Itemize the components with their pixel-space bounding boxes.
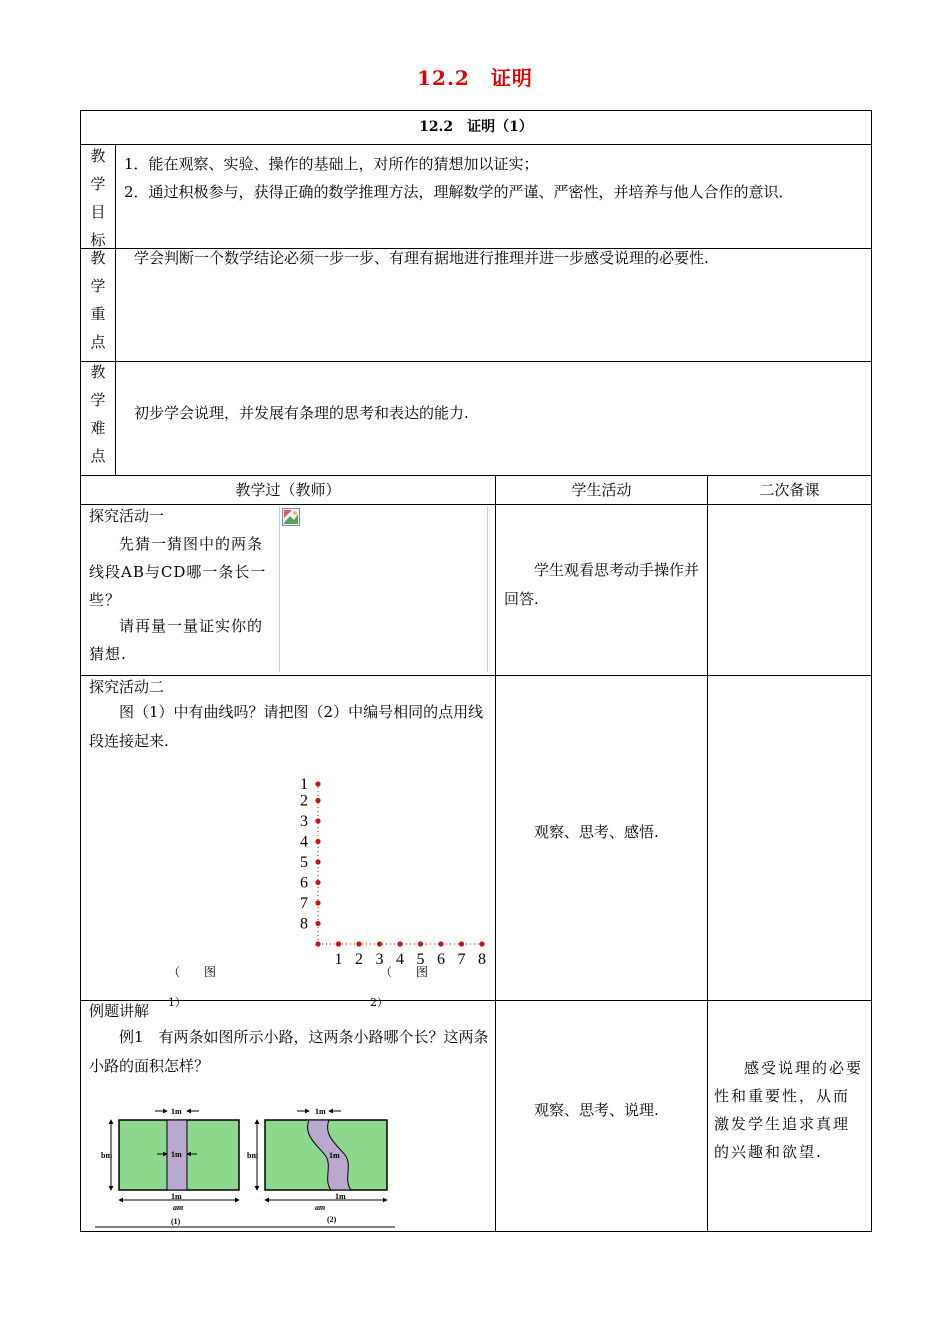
fig1-caption-number: 1） — [168, 996, 186, 1009]
y-point-1 — [315, 781, 320, 786]
svg-text:(2): (2) — [327, 1215, 337, 1224]
col-teacher: 教学过（教师） — [235, 481, 341, 499]
y-label-4: 4 — [300, 833, 308, 851]
svg-text:1m: 1m — [335, 1192, 346, 1201]
x-label-1: 1 — [334, 951, 343, 968]
activity2-question: 图（1）中有曲线吗？请把图（2）中编号相同的点用线段连接起来. — [89, 703, 484, 750]
svg-text:(1): (1) — [171, 1217, 181, 1226]
broken-image-icon — [282, 508, 300, 526]
objective-2: 2．通过积极参与，获得正确的数学推理方法，理解数学的严谨、严密性，并培养与他人合作的意识． — [124, 183, 794, 201]
example-question: 例1 有两条如图所示小路，这两条小路哪个长？这两条小路的面积怎样？ — [89, 1028, 489, 1075]
x-point-3 — [377, 941, 382, 946]
difficulties-label: 教 学 难 点 — [90, 363, 106, 465]
x-label-6: 6 — [437, 951, 445, 968]
svg-text:bm: bm — [247, 1151, 259, 1160]
svg-text:1m: 1m — [171, 1107, 182, 1116]
lesson-title: 12.2 证明（1） — [419, 119, 533, 135]
difficulties-text: 初步学会说理，并发展有条理的思考和表达的能力. — [134, 404, 469, 422]
y-point-5 — [315, 859, 320, 864]
y-label-2: 2 — [300, 792, 308, 810]
y-point-3 — [315, 818, 320, 823]
curved-path-figure — [247, 1107, 387, 1224]
col-student: 学生活动 — [571, 481, 632, 499]
x-point-7 — [459, 941, 464, 946]
key-points-label: 教 学 重 点 — [90, 249, 106, 351]
example-student: 观察、思考、说理. — [534, 1101, 659, 1119]
svg-text:1m: 1m — [329, 1151, 340, 1160]
x-point-4 — [397, 941, 402, 946]
y-point-6 — [315, 880, 320, 885]
x-point-6 — [438, 941, 443, 946]
activity1-student: 学生观看思考动手操作并回答. — [504, 561, 700, 608]
y-point-7 — [315, 900, 320, 905]
svg-text:1m: 1m — [315, 1107, 326, 1116]
straight-path-figure — [101, 1107, 239, 1226]
y-label-5: 5 — [300, 854, 308, 871]
activity2-student: 观察、思考、感悟. — [534, 823, 659, 841]
dot-grid-figure — [280, 770, 495, 970]
fig1-caption: （ 图 — [168, 965, 217, 979]
example-prep: 感受说理的必要性和重要性，从而激发学生追求真理的兴趣和欲望. — [714, 1059, 864, 1161]
svg-text:1m: 1m — [171, 1192, 182, 1201]
x-label-5: 5 — [416, 951, 425, 968]
x-label-8: 8 — [478, 951, 486, 968]
x-label-2: 2 — [355, 951, 363, 968]
x-label-3: 3 — [375, 951, 384, 968]
example-heading: 例题讲解 — [89, 1002, 150, 1020]
activity1-instruction: 请再量一量证实你的猜想. — [89, 617, 264, 663]
y-label-8: 8 — [300, 915, 308, 933]
activity2-heading: 探究活动二 — [89, 678, 165, 696]
x-point-1 — [336, 941, 341, 946]
y-point-2 — [315, 798, 320, 803]
x-label-7: 7 — [457, 951, 466, 968]
svg-text:1m: 1m — [171, 1150, 182, 1159]
objective-1: 1．能在观察、实验、操作的基础上，对所作的猜想加以证实； — [124, 155, 539, 173]
grid-origin-dot — [315, 941, 320, 946]
y-point-4 — [315, 839, 320, 844]
activity1-question: 先猜一猜图中的两条线段AB与CD哪一条长一些？ — [89, 535, 267, 609]
y-label-6: 6 — [300, 874, 308, 892]
svg-text:bm: bm — [101, 1151, 113, 1160]
col-prep: 二次备课 — [759, 481, 820, 499]
activity1-image-frame — [279, 506, 488, 672]
x-point-8 — [479, 941, 484, 946]
x-point-5 — [418, 941, 423, 946]
page-title: 12.2 证明 — [417, 66, 533, 90]
y-point-8 — [315, 921, 320, 926]
x-label-4: 4 — [396, 951, 404, 968]
y-label-7: 7 — [300, 895, 308, 912]
paths-figure — [95, 1100, 395, 1230]
y-label-1: 1 — [300, 776, 308, 793]
objectives-label: 教 学 目 标 — [90, 147, 106, 249]
fig2-caption-number: 2） — [370, 996, 388, 1009]
key-points-text: 学会判断一个数学结论必须一步一步、有理有据地进行推理并进一步感受说理的必要性. — [134, 249, 709, 267]
svg-text:am: am — [315, 1203, 326, 1212]
x-point-2 — [356, 941, 361, 946]
fig2-caption: （ 图 — [380, 965, 429, 979]
activity1-heading: 探究活动一 — [89, 507, 165, 525]
y-label-3: 3 — [300, 813, 308, 830]
svg-text:am: am — [173, 1203, 184, 1212]
